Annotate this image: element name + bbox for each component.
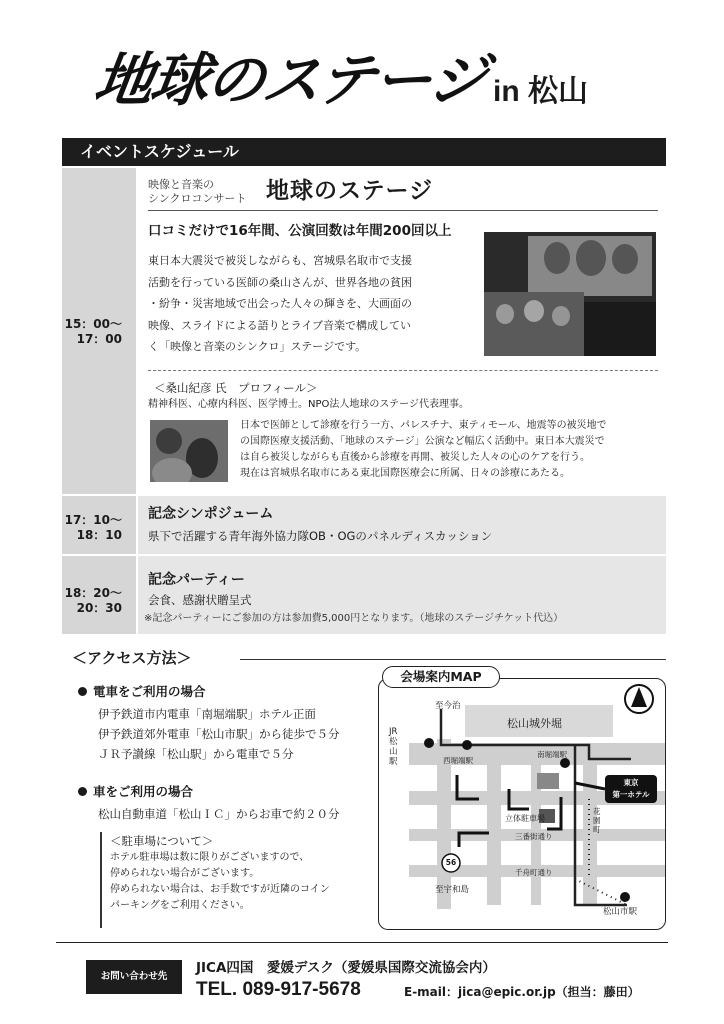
bullet-icon [78,687,87,696]
concert-subtitle-line-2: シンクロコンサート [148,192,247,205]
map-label-hanazono: 花園町 [593,807,601,834]
photo-figure [156,428,182,454]
stage [584,302,656,356]
desc-line: ・紛争・災害地域で出会った人々の輝きを、大画面の [148,297,412,310]
title-banner [90,40,655,120]
symposium-section [138,496,666,554]
concert-time-start: 15：00〜 [64,317,122,331]
access-heading: ＜アクセス方法＞ [72,649,192,667]
train-line: 伊予鉄道郊外電車「松山市駅」から徒歩で５分 [98,727,340,741]
map-label-parking: 立体駐車場 [505,814,545,823]
divider [240,659,666,660]
station-jr-matsuyama [424,738,434,748]
parking-line: ホテル駐車場は数に限りがございますので、 [110,852,310,863]
concert-subtitle-line-1: 映像と音楽の [148,178,214,191]
profile-body [240,418,660,482]
hotel-name-line: 第一ホテル [612,790,650,799]
party-time [62,556,136,634]
party-time-end: 20：30 [76,601,122,615]
concert-title: 地球のステージ [266,178,434,204]
audience-person [524,300,544,322]
profile-line: 日本で医師として診療を行う一方、パレスチナ、東ティモール、地震等の被災地で [240,420,607,431]
desc-line: 活動を行っている医師の桑山さんが、世界各地の貧困 [148,275,412,289]
hotel-marker [537,773,559,789]
concert-photo [484,232,656,356]
road [487,765,501,905]
car-line: 松山自動車道「松山ＩＣ」からお車で約２０分 [98,807,340,821]
venue-map [378,678,666,930]
map-label-to-imabari: 至今治 [435,701,461,711]
profile-line: は自ら被災しながらも直後から診療を再開、被災した人々の心のケアを行う。 [240,452,590,463]
hotel-name-line: 東京 [623,778,639,787]
station-shieki [620,892,630,902]
footer-divider [56,942,668,943]
party-title: 記念パーティー [148,572,245,588]
train-line: ＪＲ予讃線「松山駅」から電車で５分 [98,747,294,761]
car-heading [78,782,193,802]
schedule-heading: イベントスケジュール [62,138,666,166]
train-heading [78,682,206,702]
desc-line: 東日本大震災で被災しながらも、宮城県名取市で支援 [148,254,412,267]
profile-qualifications: 精神科医、心療内科医、医学博士。NPO法人地球のステージ代表理事。 [148,399,469,410]
concert-time-end: 17：00 [76,332,122,346]
desc-line: く「映像と音楽のシンクロ」ステージです。 [148,340,367,353]
parking-title: ＜駐車場について＞ [110,834,214,848]
symposium-description: 県下で活躍する青年海外協力隊OB・OGのパネルディスカッション [148,529,493,543]
dashed-divider [148,370,658,371]
parking-line: パーキングをご利用ください。 [110,900,250,911]
concert-headline: 口コミだけで16年間、公演回数は年間200回以上 [148,223,452,239]
profile-title: ＜桑山紀彦 氏 プロフィール＞ [154,381,318,395]
symposium-time-end: 18：10 [76,528,122,542]
concert-subtitle [148,178,247,206]
parking-line: 停められない場合がございます。 [110,868,260,879]
desc-line: 映像、スライドによる語りとライブ音楽で構成してい [148,318,412,332]
map-label: 会場案内MAP [382,666,500,688]
parking-info [100,832,362,928]
screen-face [544,242,570,274]
car-heading-text: 車をご利用の場合 [93,784,194,799]
train-heading-text: 電車をご利用の場合 [93,684,206,699]
station-nishihoribata [462,740,472,750]
profile-line: 現在は宮城県名取市にある東北国際医療会に所属、日々の診療にあたる。 [240,468,570,479]
divider [148,210,658,211]
party-time-start: 18：20〜 [64,586,122,600]
map-label-senfunecho: 千舟町通り [515,868,553,877]
map-label-to-uwajima: 至宇和島 [435,885,470,895]
map-label-shieki: 松山市駅 [603,907,638,917]
train-line: 伊予鉄道市内電車「南堀端駅」ホテル正面 [98,707,316,721]
contact-email: E-mail：jica@epic.or.jp（担当：藤田） [404,985,640,999]
party-note: ※記念パーティーにご参加の方は参加費5,000円となります。（地球のステージチケット代込） [144,613,564,624]
contact-label: お問い合わせ先 [86,960,182,994]
map-label-route-no: 56 [445,858,457,867]
contact-tel: TEL. 089-917-5678 [196,979,361,1000]
map-label-hotel [605,777,657,801]
profile-line: の国際医療支援活動、「地球のステージ」公演など幅広く活動中。東日本大震災で [240,436,605,447]
concert-section [138,168,666,494]
contact-org: JICA四国 愛媛デスク（愛媛県国際交流協会内） [196,960,496,976]
symposium-time [62,496,136,554]
map-label-jr-station: JR松山駅 [389,727,398,767]
bullet-icon [78,787,87,796]
screen-face [612,244,638,274]
page-title-suffix: in 松山 [493,75,588,108]
map-label-minamihoribata: 南堀端駅 [537,750,567,759]
map-label-castle: 松山城外堀 [507,717,562,730]
concert-description [148,250,480,358]
parking-line: 停められない場合は、お手数ですが近隣のコイン [110,884,330,895]
party-description: 会食、感謝状贈呈式 [148,593,252,607]
screen-face [576,240,606,276]
concert-time [62,168,136,494]
symposium-title: 記念シンポジューム [148,506,274,522]
map-label-nishihoribata: 西堀端駅 [443,756,473,765]
page-title: 地球のステージ [90,46,490,114]
map-label-sanbancho: 三番街通り [515,832,553,841]
profile-photo [150,420,228,482]
symposium-time-start: 17：10〜 [64,513,122,527]
photo-figure [152,458,192,482]
audience-person [496,304,514,324]
audience-person [552,306,570,326]
party-section [138,556,666,634]
